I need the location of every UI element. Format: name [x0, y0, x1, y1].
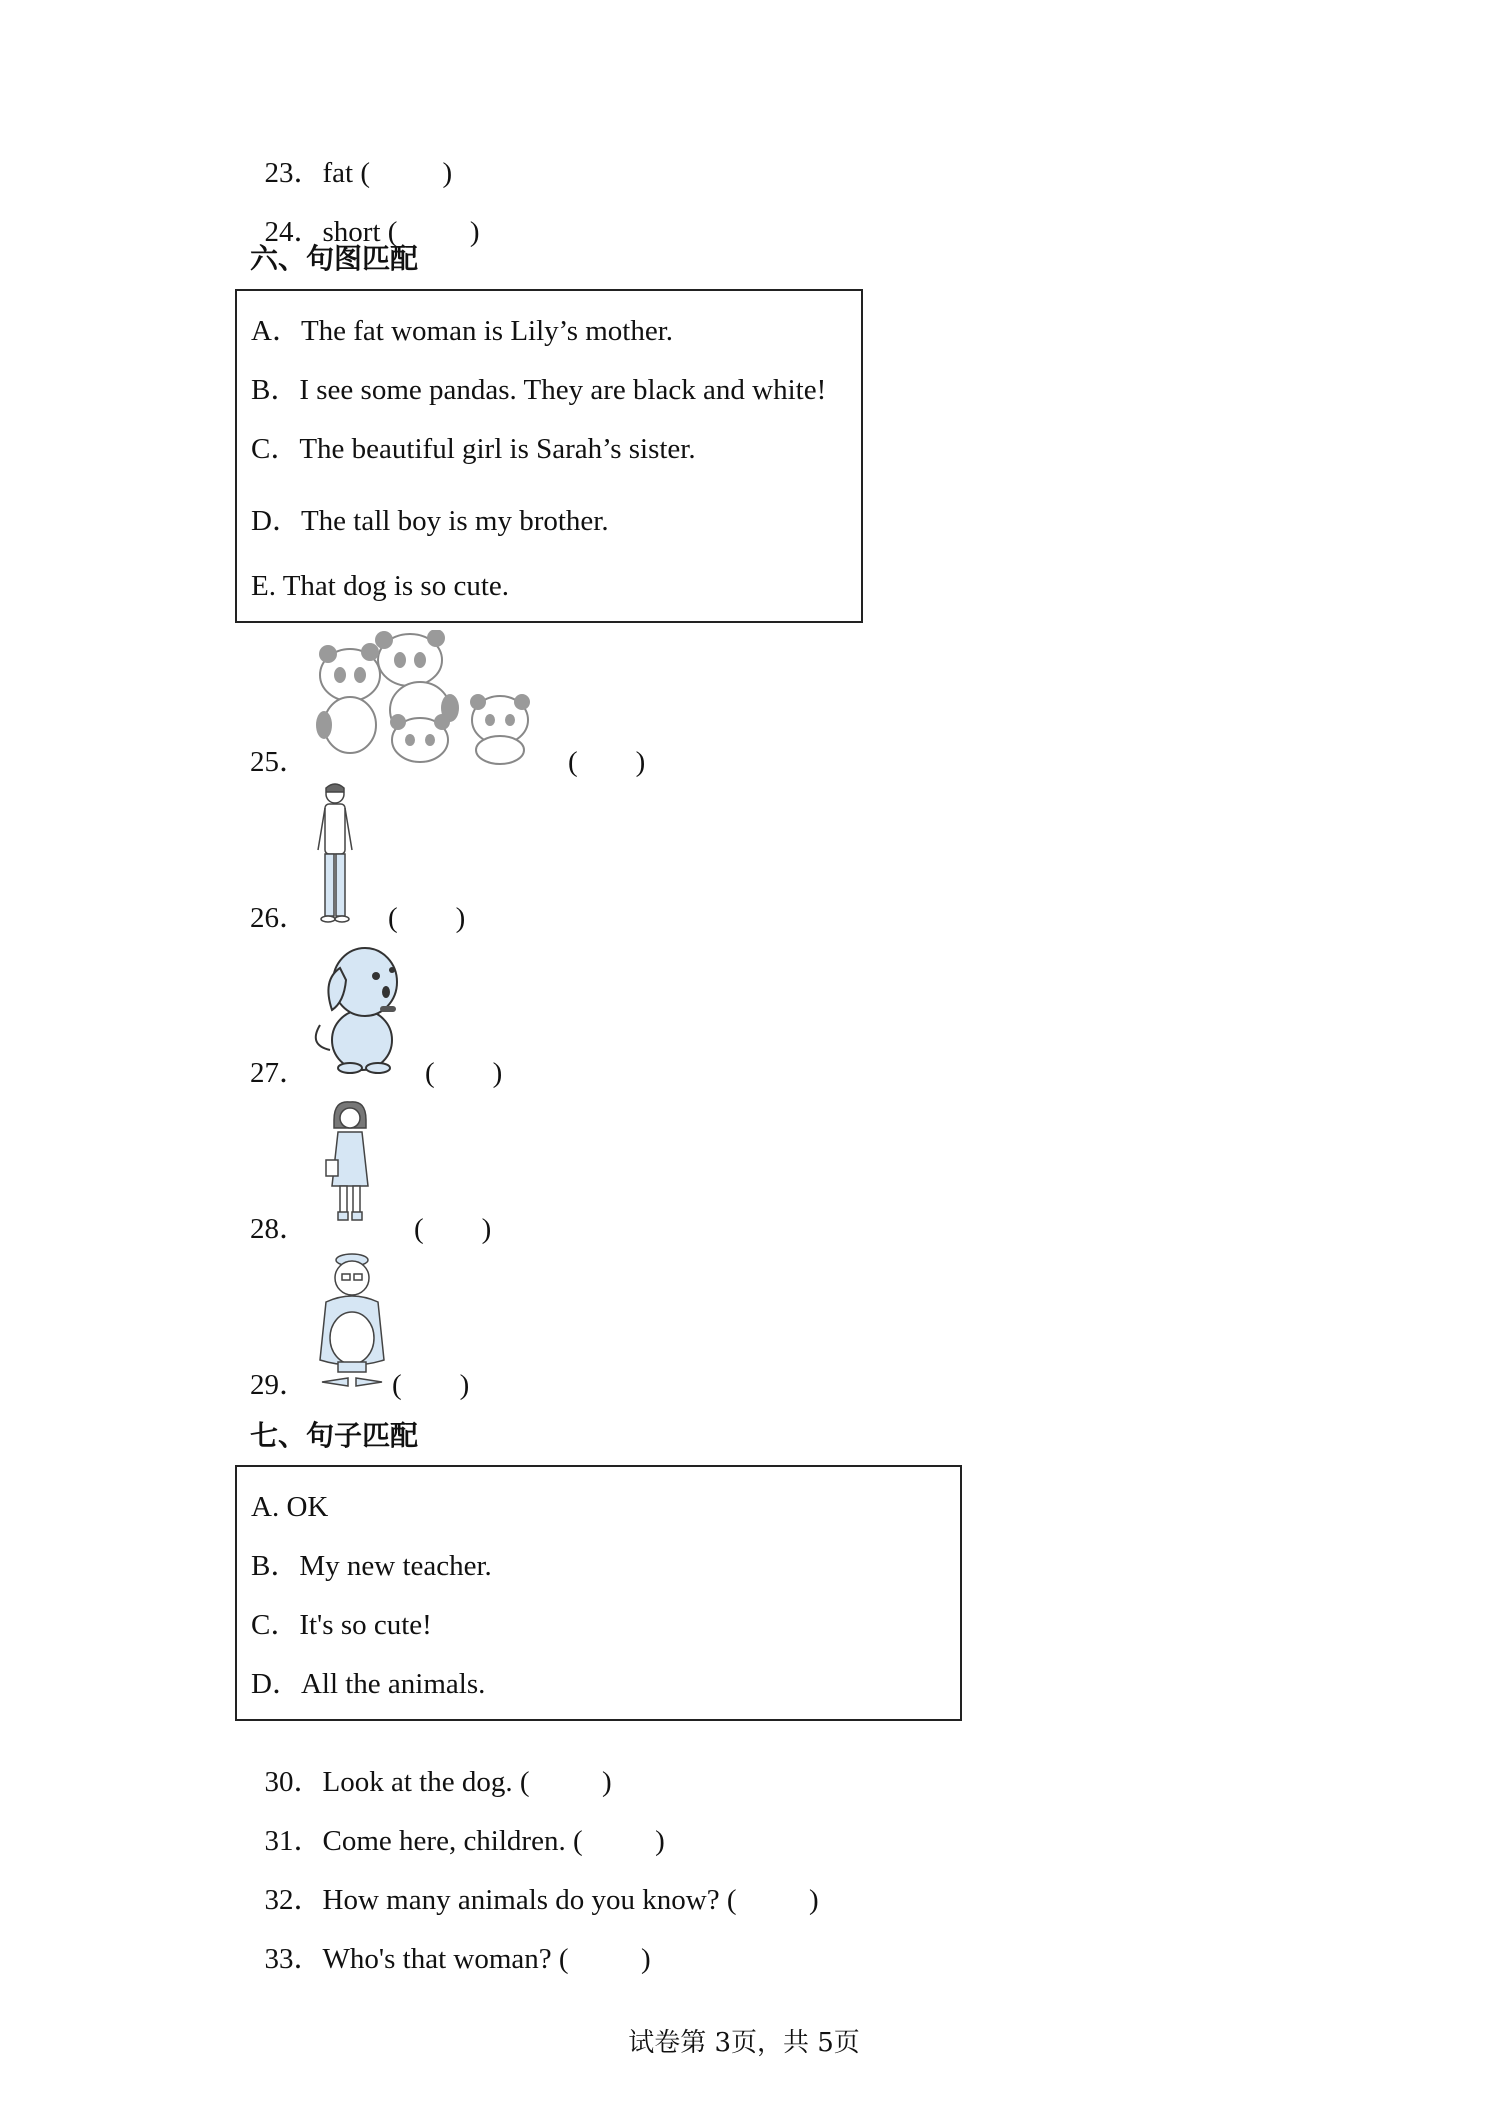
section-6-heading: 六、句图匹配	[250, 242, 419, 275]
question-text: short ( )	[322, 216, 480, 248]
question-25-number: 25．	[250, 746, 309, 778]
question-31	[250, 1798, 665, 1856]
question-24	[250, 189, 480, 247]
dog-image	[310, 940, 415, 1075]
question-text: Who's that woman? ( )	[322, 1943, 651, 1975]
question-25-answer-blank[interactable]: ( )	[568, 746, 646, 778]
question-32	[250, 1857, 819, 1915]
question-26-number: 26．	[250, 902, 309, 934]
question-23	[250, 130, 452, 188]
option-a: A．The fat woman is Lily’s mother.	[251, 315, 674, 347]
question-28-number: 28．	[250, 1213, 309, 1245]
tall-boy-image	[308, 780, 363, 925]
question-27-answer-blank[interactable]: ( )	[425, 1057, 503, 1089]
question-26-answer-blank[interactable]: ( )	[388, 902, 466, 934]
question-text: fat ( )	[322, 157, 453, 189]
question-number: 30．	[264, 1766, 323, 1798]
option-a: A. OK	[251, 1491, 329, 1523]
option-c: C．The beautiful girl is Sarah’s sister.	[251, 433, 696, 465]
question-30	[250, 1739, 612, 1797]
question-33	[250, 1916, 651, 1974]
girl-image	[322, 1100, 377, 1225]
option-b: B．My new teacher.	[251, 1550, 492, 1582]
question-28-answer-blank[interactable]: ( )	[414, 1213, 492, 1245]
question-29-answer-blank[interactable]: ( )	[392, 1369, 470, 1401]
question-text: How many animals do you know? ( )	[322, 1884, 819, 1916]
section-7-heading: 七、句子匹配	[250, 1419, 419, 1452]
option-d: D．The tall boy is my brother.	[251, 505, 609, 537]
fat-woman-image	[312, 1250, 392, 1390]
question-number: 23．	[264, 157, 323, 189]
pandas-image	[310, 630, 540, 765]
option-b: B．I see some pandas. They are black and white!	[251, 374, 827, 406]
page-footer: 试卷第 3页，共 5页	[628, 2028, 860, 2058]
question-number: 32．	[264, 1884, 323, 1916]
option-c: C．It's so cute!	[251, 1609, 432, 1641]
option-e: E. That dog is so cute.	[251, 570, 510, 602]
question-text: Come here, children. ( )	[322, 1825, 665, 1857]
question-text: Look at the dog. ( )	[322, 1766, 612, 1798]
question-number: 33．	[264, 1943, 323, 1975]
question-number: 24．	[264, 216, 323, 248]
section-7-options-box	[235, 1465, 962, 1721]
section-6-options-box	[235, 289, 863, 623]
question-number: 31．	[264, 1825, 323, 1857]
option-d: D．All the animals.	[251, 1668, 486, 1700]
question-27-number: 27．	[250, 1057, 309, 1089]
question-29-number: 29．	[250, 1369, 309, 1401]
